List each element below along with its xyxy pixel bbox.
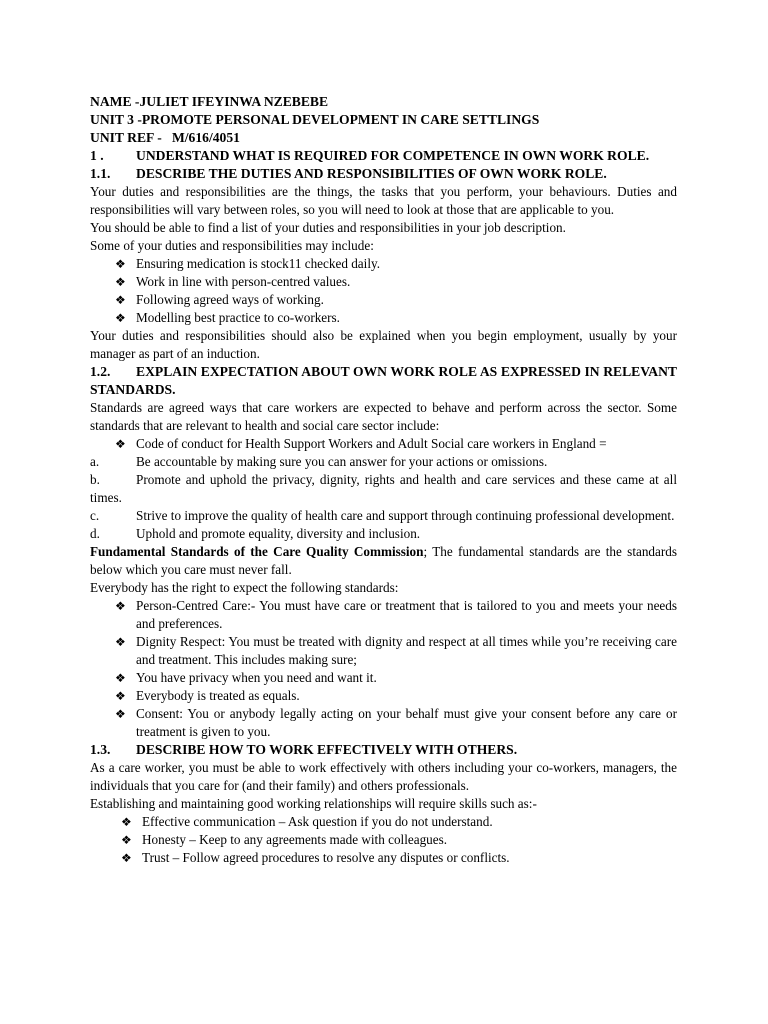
section-title: DESCRIBE THE DUTIES AND RESPONSIBILITIES OF OWN WORK ROLE — [136, 166, 604, 181]
paragraph: Your duties and responsibilities should also be explained when you begin employment, usually by your manager as part of an induction. — [90, 328, 677, 361]
item-marker: d. — [90, 526, 100, 541]
section-1-3-heading: 1.3. DESCRIBE HOW TO WORK EFFECTIVELY WITH OTHERS. — [90, 742, 518, 757]
lettered-item: a. Be accountable by making sure you can answer for your actions or omissions. — [90, 454, 548, 469]
paragraph: Some of your duties and responsibilities may include: — [90, 238, 374, 253]
list-item: ❖ Following agreed ways of working. — [115, 292, 324, 307]
section-title: UNDERSTAND WHAT IS REQUIRED FOR COMPETENCE IN OWN WORK ROLE. — [136, 148, 650, 163]
paragraph: Establishing and maintaining good working relationships will require skills such as:- — [90, 796, 537, 811]
bullet-icon: ❖ — [115, 689, 126, 703]
list-item: ❖ Effective communication – Ask question if you do not understand. — [121, 814, 493, 829]
list-item: ❖ Ensuring medication is stock11 checked daily. — [115, 256, 381, 271]
item-marker: b. — [90, 472, 100, 487]
list-item: ❖ Trust – Follow agreed procedures to resolve any disputes or conflicts. — [121, 850, 510, 865]
bullet-icon: ❖ — [115, 599, 126, 613]
list-item: ❖ Consent: You or anybody legally acting on your behalf must give your consent before any care or treatment is given to you. — [115, 706, 677, 739]
paragraph: As a care worker, you must be able to work effectively with others including your co-workers, managers, the individuals that you care for (and their family) and others professionals. — [90, 760, 677, 793]
bullet-icon: ❖ — [115, 437, 126, 451]
bullet-icon: ❖ — [115, 257, 126, 271]
bullet-icon: ❖ — [115, 707, 126, 721]
section-1-2-heading — [90, 363, 677, 399]
section-1-1-heading: 1.1. DESCRIBE THE DUTIES AND RESPONSIBILITIES OF OWN WORK ROLE. — [90, 166, 607, 181]
bullet-icon: ❖ — [115, 293, 126, 307]
list-item: ❖ Work in line with person-centred values. — [115, 274, 351, 289]
item-marker: c. — [90, 508, 100, 523]
list-item: ❖ Person-Centred Care:- You must have care or treatment that is tailored to you and meets your needs and preferences. — [115, 598, 677, 631]
bullet-icon: ❖ — [115, 671, 126, 685]
unit-title: UNIT 3 -PROMOTE PERSONAL DEVELOPMENT IN CARE SETTLINGS — [90, 112, 540, 127]
bullet-icon: ❖ — [115, 311, 126, 325]
paragraph: Fundamental Standards of the Care Quality Commission; The fundamental standards are the standards below which you care must never fall. — [90, 544, 677, 577]
document-body — [90, 93, 677, 867]
list-item: ❖ Everybody is treated as equals. — [115, 688, 300, 703]
lettered-item: d. Uphold and promote equality, diversity and inclusion. — [90, 526, 421, 541]
list-item: ❖ Modelling best practice to co-workers. — [115, 310, 340, 325]
list-item: ❖ Code of conduct for Health Support Workers and Adult Social care workers in England = — [115, 436, 607, 451]
section-title: DESCRIBE HOW TO WORK EFFECTIVELY WITH OTHERS — [136, 742, 514, 757]
section-1-heading — [90, 147, 677, 165]
bullet-icon: ❖ — [115, 635, 126, 649]
bullet-icon: ❖ — [121, 815, 132, 829]
student-name: NAME -JULIET IFEYINWA NZEBEBE — [90, 94, 329, 109]
lettered-item: b. Promote and uphold the privacy, dignity, rights and health and care services and these came at all times. — [90, 472, 677, 505]
section-number: 1 . — [90, 148, 104, 163]
bullet-icon: ❖ — [121, 851, 132, 865]
paragraph: Standards are agreed ways that care workers are expected to behave and perform across the sector. Some standards that are relevant to health and social care sector include: — [90, 400, 677, 433]
bold-term: Fundamental Standards of the Care Quality Commission — [90, 544, 424, 559]
list-item: ❖ You have privacy when you need and want it. — [115, 670, 377, 685]
item-marker: a. — [90, 454, 100, 469]
paragraph: Your duties and responsibilities are the things, the tasks that you perform, your behaviours. Duties and responsibilities will vary between roles, so you will need to look at those that are applicable to you. — [90, 184, 677, 217]
lettered-item: c. Strive to improve the quality of health care and support through continuing professional development. — [90, 508, 675, 523]
paragraph: You should be able to find a list of your duties and responsibilities in your job description. — [90, 220, 566, 235]
section-title: EXPLAIN EXPECTATION ABOUT OWN WORK ROLE AS EXPRESSED IN RELEVANT STANDARDS. — [90, 364, 677, 397]
section-number: 1.2. — [90, 364, 111, 379]
paragraph: Everybody has the right to expect the following standards: — [90, 580, 399, 595]
section-number: 1.3. — [90, 742, 111, 757]
bullet-icon: ❖ — [115, 275, 126, 289]
bullet-icon: ❖ — [121, 833, 132, 847]
unit-reference: UNIT REF - M/616/4051 — [90, 130, 240, 145]
list-item: ❖ Dignity Respect: You must be treated with dignity and respect at all times while you’re receiving care and treatment. This includes making sure; — [115, 634, 677, 667]
section-number: 1.1. — [90, 166, 111, 181]
list-item: ❖ Honesty – Keep to any agreements made with colleagues. — [121, 832, 448, 847]
